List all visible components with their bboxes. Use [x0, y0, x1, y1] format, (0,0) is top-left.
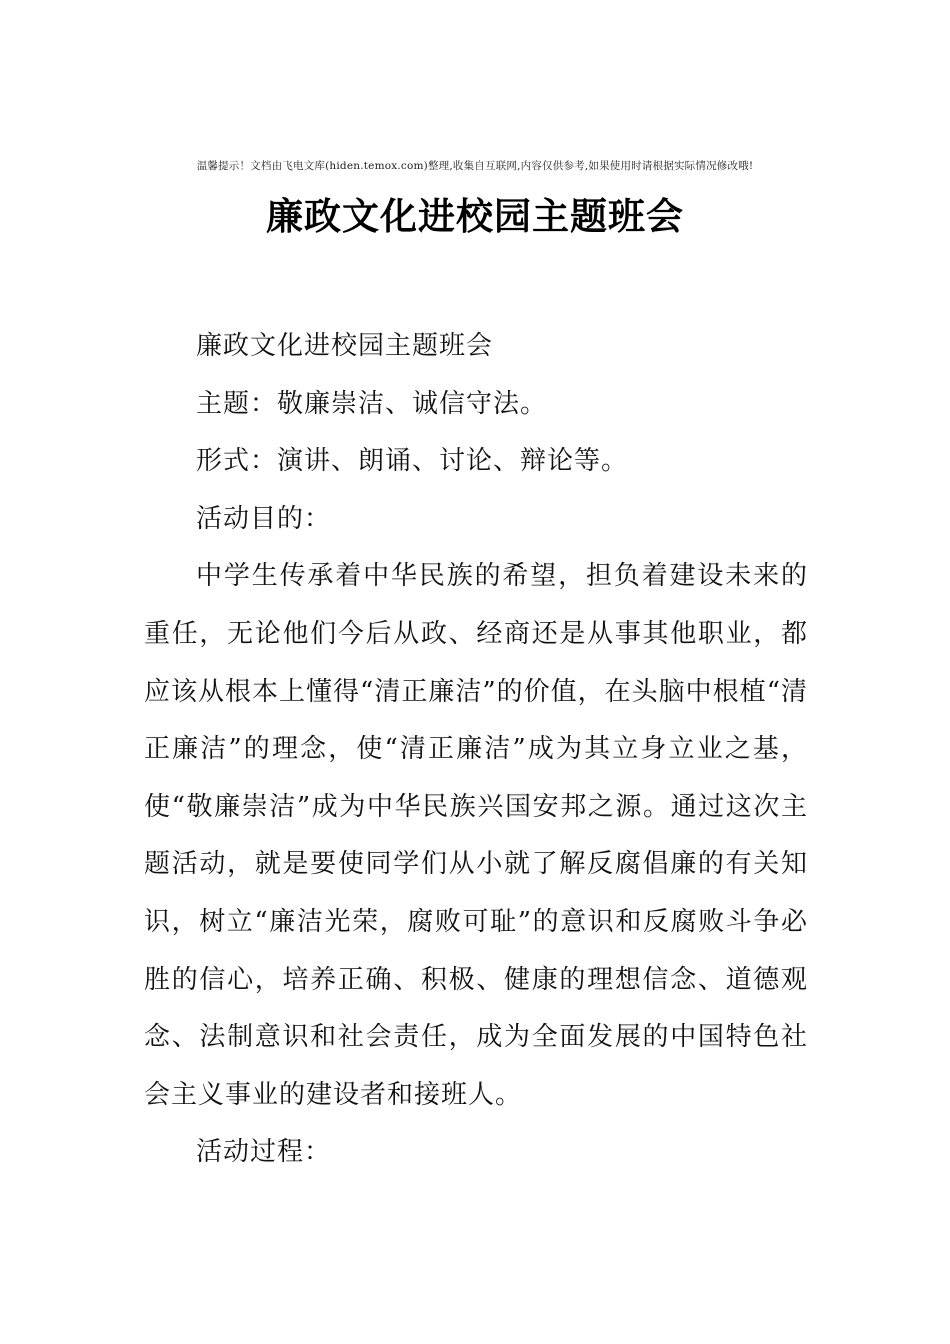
paragraph-format: 形式：演讲、朗诵、讨论、辩论等。 — [196, 446, 629, 477]
paragraph-theme: 主题：敬廉崇洁、诚信守法。 — [196, 388, 548, 419]
paragraph-purpose-heading: 活动目的： — [196, 503, 332, 534]
document-title: 廉政文化进校园主题班会 — [266, 195, 684, 238]
paragraph-subtitle: 廉政文化进校园主题班会 — [196, 331, 494, 361]
download-notice: 温馨提示！文档由飞电文库(hiden.temox.com)整理,收集自互联网,内容仅供参考,如果使用时请根据实际情况修改哦! — [196, 160, 754, 172]
paragraph-process-heading: 活动过程： — [196, 1137, 332, 1168]
paragraph-purpose-body: 中学生传承着中华民族的希望，担负着建设未来的重任，无论他们今后从政、经商还是从事其他职业，都应该从根本上懂得“清正廉洁”的价值，在头脑中根植“清正廉洁”的理念，使“清正廉洁”成为其立身立业之基，使“敬廉崇洁”成为中华民族兴国安邦之源。通过这次主题活动，就是要使同学们从小就了解反腐倡廉的有关知识，树立“廉洁光荣，腐败可耻”的意识和反腐败斗争必胜的信心，培养正确、积极、健康的理想信念、道德观念、法制意识和社会责任，成为全面发展的中国特色社会主义事业的建设者和接班人。 — [144, 561, 808, 1110]
document-body — [144, 318, 808, 1182]
